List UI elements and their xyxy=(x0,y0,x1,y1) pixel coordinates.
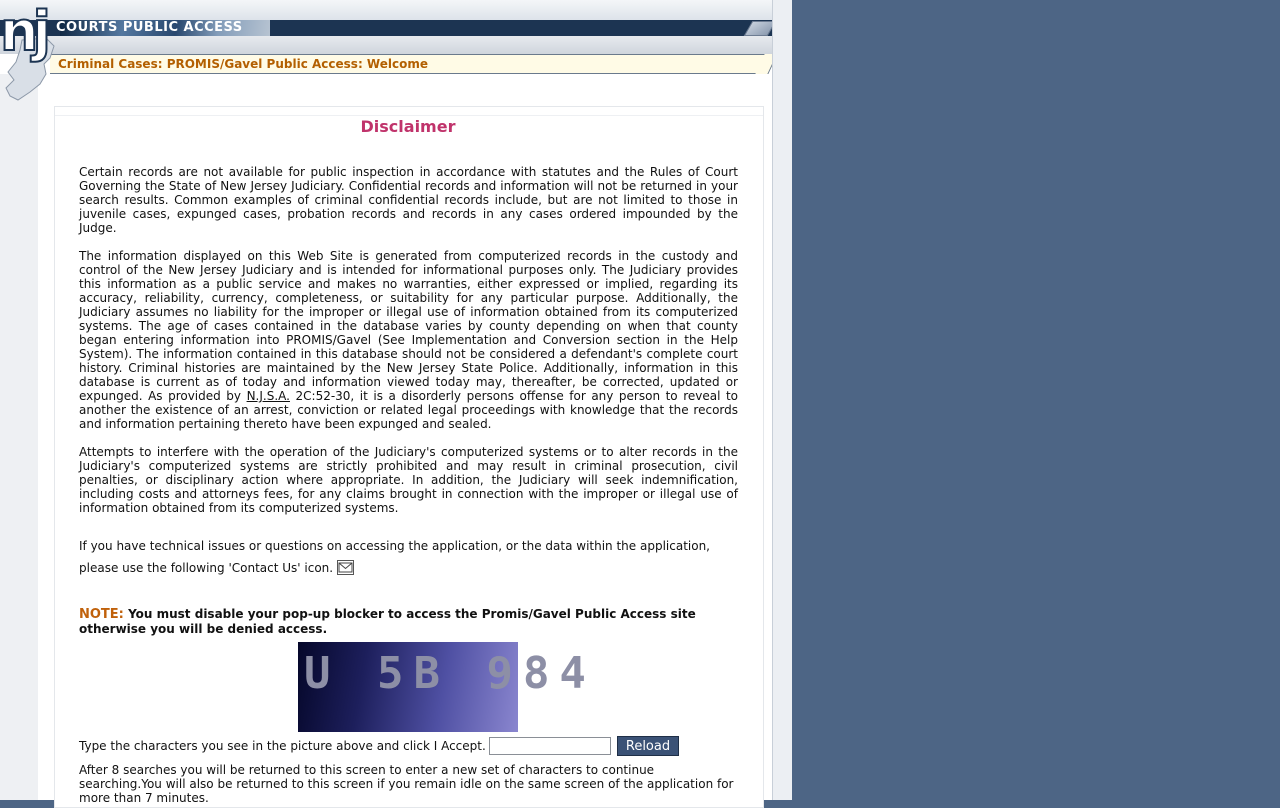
disclaimer-paragraph-2 xyxy=(79,249,738,431)
captcha-input[interactable] xyxy=(489,737,611,755)
site-title: COURTS PUBLIC ACCESS xyxy=(56,20,243,35)
contact-text: If you have technical issues or questions on accessing the application, or the data within the application, please use the following 'Contact Us' icon. xyxy=(79,539,710,575)
note-label: NOTE: xyxy=(79,607,124,622)
left-margin xyxy=(0,74,38,800)
contact-paragraph xyxy=(79,535,739,579)
captcha-image xyxy=(298,642,596,732)
frame-scrollbar[interactable] xyxy=(772,0,792,800)
page-heading: Criminal Cases: PROMIS/Gavel Public Access: Welcome xyxy=(58,57,428,71)
disclaimer-paragraph-2-text-end: 2C:52-30, it is a disorderly persons offense for any person to reveal to another the existence of an arrest, conviction or related legal proceedings with knowledge that the records and information pertaining thereto have been expunged and sealed. xyxy=(79,389,739,431)
disclaimer-paragraph-3: Attempts to interfere with the operation of the Judiciary's computerized systems or to alter records in the Judiciary's computerized systems are strictly prohibited and may result in criminal prosecution, civil penalties, or disciplinary action where appropriate. In addition, the Judiciary will seek indemnification, including costs and attorneys fees, for any claims brought in connection with the improper or illegal use of information obtained from its computerized systems. xyxy=(79,445,738,515)
session-info-text: After 8 searches you will be returned to this screen to enter a new set of characters to continue searching.You will also be returned to this screen if you remain idle on the same screen of the application for more than 7 minutes. xyxy=(79,763,734,805)
disclaimer-paragraph-1: Certain records are not available for public inspection in accordance with statutes and the Rules of Court Governing the State of New Jersey Judiciary. Confidential records and information will not be returned in your search results. Common examples of criminal confidential records include, but are not limited to those in juvenile cases, expunged cases, probation records and records in any cases ordered impounded by the Judge. xyxy=(79,165,738,235)
header-gray-band xyxy=(0,36,772,54)
captcha-characters: U 5B 984 xyxy=(304,648,596,699)
note-text: You must disable your pop-up blocker to access the Promis/Gavel Public Access site otherwise you will be denied access. xyxy=(79,607,696,636)
disclaimer-title: Disclaimer xyxy=(360,117,456,136)
nj-logo xyxy=(0,0,58,102)
popup-blocker-note xyxy=(79,607,739,636)
contact-us-envelope-icon[interactable] xyxy=(337,560,354,575)
reload-button[interactable]: Reload xyxy=(617,736,679,756)
captcha-prompt: Type the characters you see in the picture above and click I Accept. xyxy=(79,739,486,753)
njsa-abbreviation: N.J.S.A. xyxy=(246,389,290,403)
header-top-band xyxy=(0,0,772,20)
disclaimer-paragraph-2-text: The information displayed on this Web Site is generated from computerized records in the custody and control of the New Jersey Judiciary and is intended for informational purposes only. The Judiciary provides this information as a public service and makes no warranties, either expressed or implied, regarding its accuracy, reliability, currency, completeness, or suitability for any particular purpose. Additionally, the Judiciary assumes no liability for the improper or illegal use of information obtained from its computerized systems. The age of cases contained in the database varies by county depending on when that county began entering information into PROMIS/Gavel (See Implementation and Conversion section in the Help System). The information contained in this database should not be considered a defendant's complete court history. Criminal histories are maintained by the New Jersey State Police. Additionally, information in this database is current as of today and information viewed today may, thereafter, be corrected, updated or expunged. As provided by xyxy=(79,249,738,403)
panel-divider xyxy=(55,115,763,116)
nj-logo-text: nj xyxy=(0,0,45,63)
